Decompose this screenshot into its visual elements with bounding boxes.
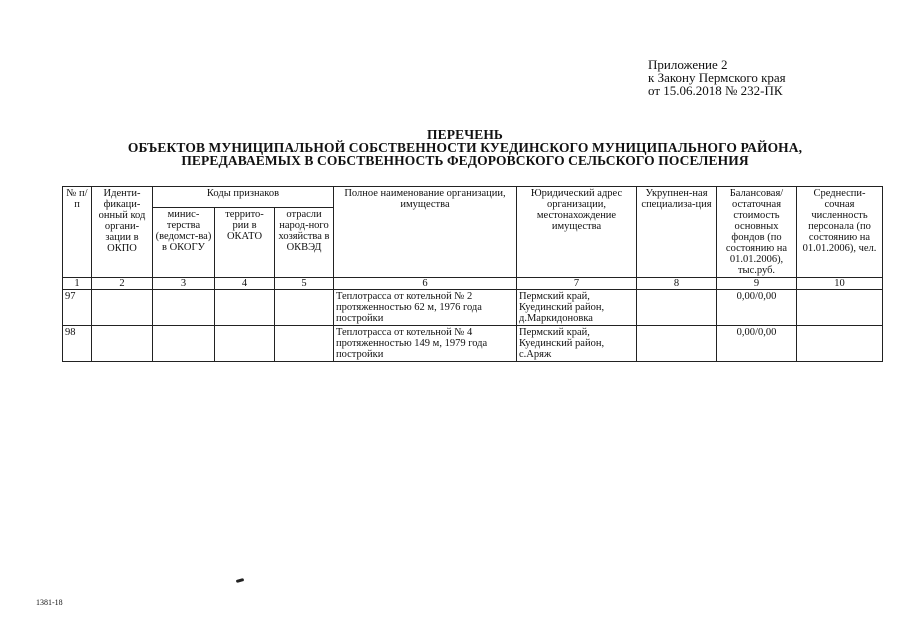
column-number-row bbox=[63, 278, 883, 290]
header-okogu: минис-терства (ведомст-ва) в ОКОГУ bbox=[153, 207, 215, 277]
column-number: 7 bbox=[517, 278, 637, 290]
staff-cell bbox=[797, 326, 883, 362]
header-name: Полное наименование организации, имущества bbox=[334, 187, 517, 278]
header-okved: отрасли народ-ного хозяйства в ОКВЭД bbox=[275, 207, 334, 277]
header-specialization: Укрупнен-ная специализа-ция bbox=[637, 187, 717, 278]
row-number: 98 bbox=[63, 326, 92, 362]
column-number: 4 bbox=[215, 278, 275, 290]
property-name-cell: Теплотрасса от котельной № 4 протяженностью 149 м, 1979 года постройки bbox=[334, 326, 517, 362]
okogu-cell bbox=[153, 290, 215, 326]
header-num: № п/п bbox=[63, 187, 92, 278]
header-staff: Среднеспи-сочная численность персонала (по состоянию на 01.01.2006), чел. bbox=[797, 187, 883, 278]
header-okato: террито-рии в ОКАТО bbox=[215, 207, 275, 277]
column-number: 5 bbox=[275, 278, 334, 290]
column-number: 6 bbox=[334, 278, 517, 290]
appendix-header bbox=[648, 58, 786, 97]
specialization-cell bbox=[637, 326, 717, 362]
okogu-cell bbox=[153, 326, 215, 362]
okato-cell bbox=[215, 290, 275, 326]
okpo-cell bbox=[92, 326, 153, 362]
title-line-2: ОБЪЕКТОВ МУНИЦИПАЛЬНОЙ СОБСТВЕННОСТИ КУЕДИНСКОГО МУНИЦИПАЛЬНОГО РАЙОНА, bbox=[127, 140, 803, 155]
title-line-1: ПЕРЕЧЕНЬ bbox=[427, 127, 503, 142]
header-address: Юридический адрес организации, местонахождение имущества bbox=[517, 187, 637, 278]
header-balance: Балансовая/ остаточная стоимость основных фондов (по состоянию на 01.01.2006), тыс.руб. bbox=[717, 187, 797, 278]
specialization-cell bbox=[637, 290, 717, 326]
header-codes-group: Коды признаков bbox=[153, 187, 334, 208]
scan-mark bbox=[236, 578, 245, 583]
column-number: 9 bbox=[717, 278, 797, 290]
table-row bbox=[63, 326, 883, 362]
balance-cell: 0,00/0,00 bbox=[717, 290, 797, 326]
balance-cell: 0,00/0,00 bbox=[717, 326, 797, 362]
column-number: 8 bbox=[637, 278, 717, 290]
column-number: 2 bbox=[92, 278, 153, 290]
title-line-3: ПЕРЕДАВАЕМЫХ В СОБСТВЕННОСТЬ ФЕДОРОВСКОГО СЕЛЬСКОГО ПОСЕЛЕНИЯ bbox=[181, 153, 749, 168]
okved-cell bbox=[275, 290, 334, 326]
column-number: 10 bbox=[797, 278, 883, 290]
column-number: 3 bbox=[153, 278, 215, 290]
appendix-line-3: от 15.06.2018 № 232-ПК bbox=[648, 83, 783, 98]
row-number: 97 bbox=[63, 290, 92, 326]
staff-cell bbox=[797, 290, 883, 326]
address-cell: Пермский край, Куединский район, с.Аряж bbox=[517, 326, 637, 362]
property-table bbox=[62, 186, 883, 362]
okpo-cell bbox=[92, 290, 153, 326]
appendix-line-2: к Закону Пермского края bbox=[648, 70, 786, 85]
document-code: 1381-18 bbox=[36, 598, 63, 607]
okato-cell bbox=[215, 326, 275, 362]
table-row bbox=[63, 290, 883, 326]
okved-cell bbox=[275, 326, 334, 362]
address-cell: Пермский край, Куединский район, д.Маркидоновка bbox=[517, 290, 637, 326]
document-title bbox=[60, 128, 870, 167]
column-number: 1 bbox=[63, 278, 92, 290]
appendix-line-1: Приложение 2 bbox=[648, 57, 728, 72]
header-okpo: Иденти-фикаци-онный код органи-зации в ОКПО bbox=[92, 187, 153, 278]
property-name-cell: Теплотрасса от котельной № 2 протяженностью 62 м, 1976 года постройки bbox=[334, 290, 517, 326]
